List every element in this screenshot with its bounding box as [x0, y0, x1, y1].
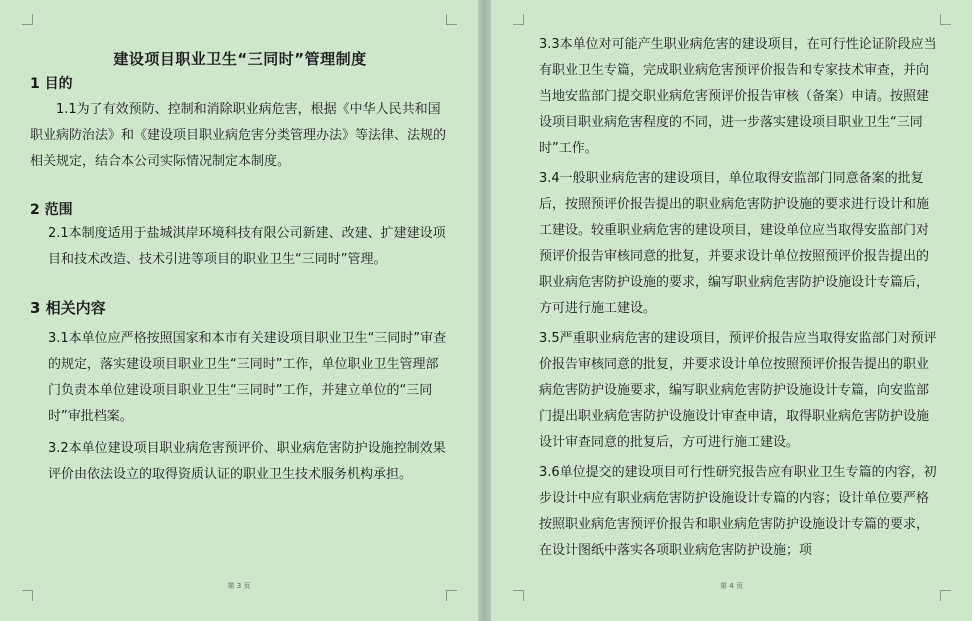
- crop-mark: [446, 590, 457, 601]
- paragraph-3-5: 3.5严重职业病危害的建设项目，预评价报告应当取得安监部门对预评价报告审核同意的批复，并要求设计单位按照预评价报告提出的职业病危害防护设施要求，编写职业病危害防护设施设计专篇，向安监部门提出职业病危害防护设施设计审查申请，取得职业病危害防护设施设计审查同意的批复后，方可进行施工建设。: [539, 331, 937, 450]
- paragraph-3-4: 3.4一般职业病危害的建设项目，单位取得安监部门同意备案的批复后，按照预评价报告提出的职业病危害防护设施的要求进行设计和施工建设。较重职业病危害的建设项目，建设单位应当取得安监部门对预评价报告审核同意的批复，并要求设计单位按照预评价报告提出的职业病危害防护设施的要求，编写职业病危害防护设施设计专篇后，方可进行施工建设。: [539, 171, 930, 316]
- page-number: 第 3 页: [227, 582, 251, 590]
- page-number: 第 4 页: [720, 582, 743, 590]
- paragraph-3-2: 3.2本单位建设项目职业病危害预评价、职业病危害防护设施控制效果评价由依法设立的取得资质认证的职业卫生技术服务机构承担。: [48, 441, 446, 482]
- crop-mark: [513, 14, 524, 25]
- section-heading-2: 2 范围: [30, 202, 73, 218]
- document-title: 建设项目职业卫生“三同时”管理制度: [113, 50, 367, 68]
- crop-mark: [22, 14, 33, 25]
- paragraph-2-1: 2.1本制度适用于盐城淇岸环境科技有限公司新建、改建、扩建建设项目和技术改造、技术引进等项目的职业卫生“三同时”管理。: [48, 226, 446, 267]
- section-heading-1: 1 目的: [30, 76, 73, 92]
- crop-mark: [940, 590, 951, 601]
- section-heading-3: 3 相关内容: [30, 299, 106, 317]
- page-gutter: [478, 0, 491, 621]
- document-page-left: [0, 0, 478, 621]
- paragraph-3-6: 3.6单位提交的建设项目可行性研究报告应有职业卫生专篇的内容，初步设计中应有职业病危害防护设施设计专篇的内容；设计单位要严格按照职业病危害预评价报告和职业病危害防护设施设计专篇的要求，在设计图纸中落实各项职业病危害防护设施；项: [539, 465, 937, 558]
- page-content: [30, 44, 450, 488]
- paragraph-3-1: 3.1本单位应严格按照国家和本市有关建设项目职业卫生“三同时”审查的规定，落实建设项目职业卫生“三同时”工作，单位职业卫生管理部门负责本单位建设项目职业卫生“三同时”工作，并建立单位的“三同时”审批档案。: [48, 331, 447, 424]
- page-content: [539, 32, 941, 564]
- paragraph-1-1: 1.1为了有效预防、控制和消除职业病危害，根据《中华人民共和国职业病防治法》和《建设项目职业病危害分类管理办法》等法律、法规的相关规定，结合本公司实际情况制定本制度。: [30, 102, 447, 169]
- crop-mark: [513, 590, 524, 601]
- paragraph-3-3: 3.3本单位对可能产生职业病危害的建设项目，在可行性论证阶段应当有职业卫生专篇，完成职业病危害预评价报告和专家技术审查，并向当地安监部门提交职业病危害预评价报告审核（备案）申请。按照建设项目职业病危害程度的不同，进一步落实建设项目职业卫生“三同时”工作。: [539, 37, 937, 156]
- crop-mark: [446, 14, 457, 25]
- crop-mark: [940, 14, 951, 25]
- document-page-right: [491, 0, 972, 621]
- crop-mark: [22, 590, 33, 601]
